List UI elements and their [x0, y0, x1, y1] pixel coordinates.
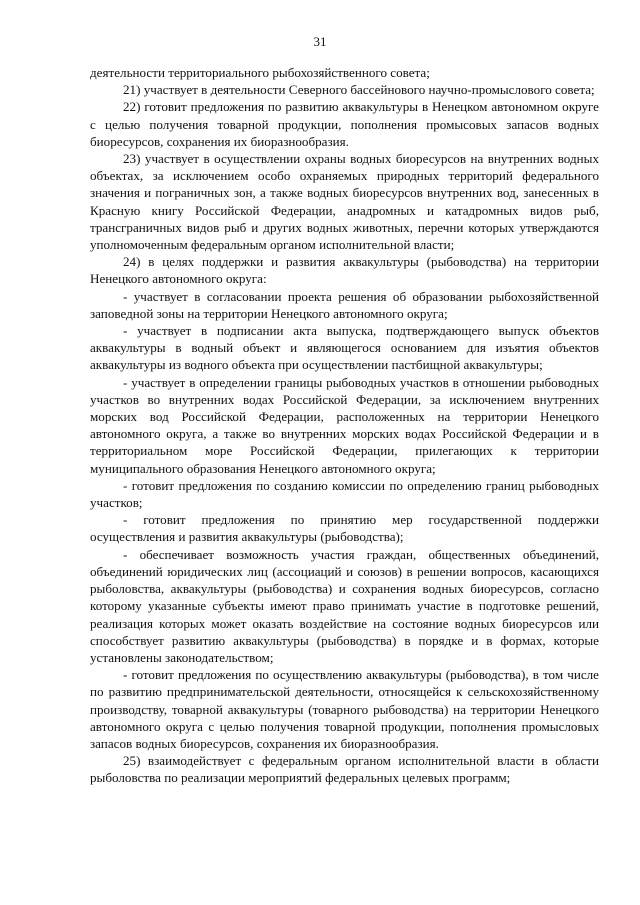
paragraph: 25) взаимодействует с федеральным органом исполнительной власти в области рыболовства по реализации мероприятий федеральных целевых программ; — [90, 753, 599, 786]
paragraph: - участвует в определении границы рыбоводных участков в отношении рыбоводных участков во внутренних водах Российской Федерации, за исключением внутренних морских вод Российской Федерации, расположенных на территории Ненецкого автономного округа, а также во внутренних морских водах Российской Федерации и в территориальном море Российской Федерации, прилегающих к территории муниципального образования Ненецкого автономного округа; — [90, 374, 599, 476]
paragraph: 24) в целях поддержки и развития аквакультуры (рыбоводства) на территории Ненецкого автономного округа: — [90, 254, 599, 287]
paragraph: 21) участвует в деятельности Северного бассейнового научно-промыслового совета; — [123, 82, 595, 98]
paragraph: 22) готовит предложения по развитию аквакультуры в Ненецком автономном округе с целью получения товарной продукции, пополнения промысовых запасов водных биоресурсов, сохранения их биоразнообразия. — [90, 99, 599, 149]
paragraph: 23) участвует в осуществлении охраны водных биоресурсов на внутренних водных объектах, за исключением особо охраняемых природных территорий федерального значения и пограничных зон, а также водных биоресурсов внутренних вод, занесенных в Красную книгу Российской Федерации, анадромных и катадромных видов рыб, трансграничных видов рыб и других водных животных, перечни которых утверждаются уполномоченным федеральным органом исполнительной власти; — [90, 151, 599, 253]
paragraph: деятельности территориального рыбохозяйственного совета; — [90, 65, 430, 80]
paragraph: - участвует в согласовании проекта решения об образовании рыбохозяйственной заповедной зоны на территории Ненецкого автономного округа; — [90, 288, 599, 321]
paragraph: - готовит предложения по принятию мер государственной поддержки осуществления и развития аквакультуры (рыбоводства); — [90, 512, 599, 545]
page-number: 31 — [313, 34, 327, 49]
paragraph: - обеспечивает возможность участия граждан, общественных объединений, объединений юридических лиц (ассоциаций и союзов) в решении вопросов, касающихся рыболовства, аквакультуры (рыбоводства) и сохранения водных биоресурсов, согласно которому указанные субъекты имеют право принимать участие в подготовке решений, реализация которых может оказать воздействие на состояние водных биоресурсов или способствует развитию аквакультуры (рыбоводства) в порядке и в формах, которые установлены законодательством; — [90, 546, 599, 665]
paragraph: - участвует в подписании акта выпуска, подтверждающего выпуск объектов аквакультуры в водный объект и являющегося основанием для изъятия объектов аквакультуры из водного объекта при осуществлении пастбищной аквакультуры; — [90, 323, 599, 373]
paragraph: - готовит предложения по осуществлению аквакультуры (рыбоводства), в том числе по развитию предпринимательской деятельности, относящейся к сельскохозяйственному производству, товарной аквакультуры (товарного рыбоводства) на территории Ненецкого автономного округа с целью получения товарной продукции, пополнения промысловых запасов водных биоресурсов, сохранения их биоразнообразия. — [90, 667, 599, 751]
document-body — [90, 64, 599, 787]
paragraph: - готовит предложения по созданию комиссии по определению границ рыбоводных участков; — [90, 477, 599, 511]
